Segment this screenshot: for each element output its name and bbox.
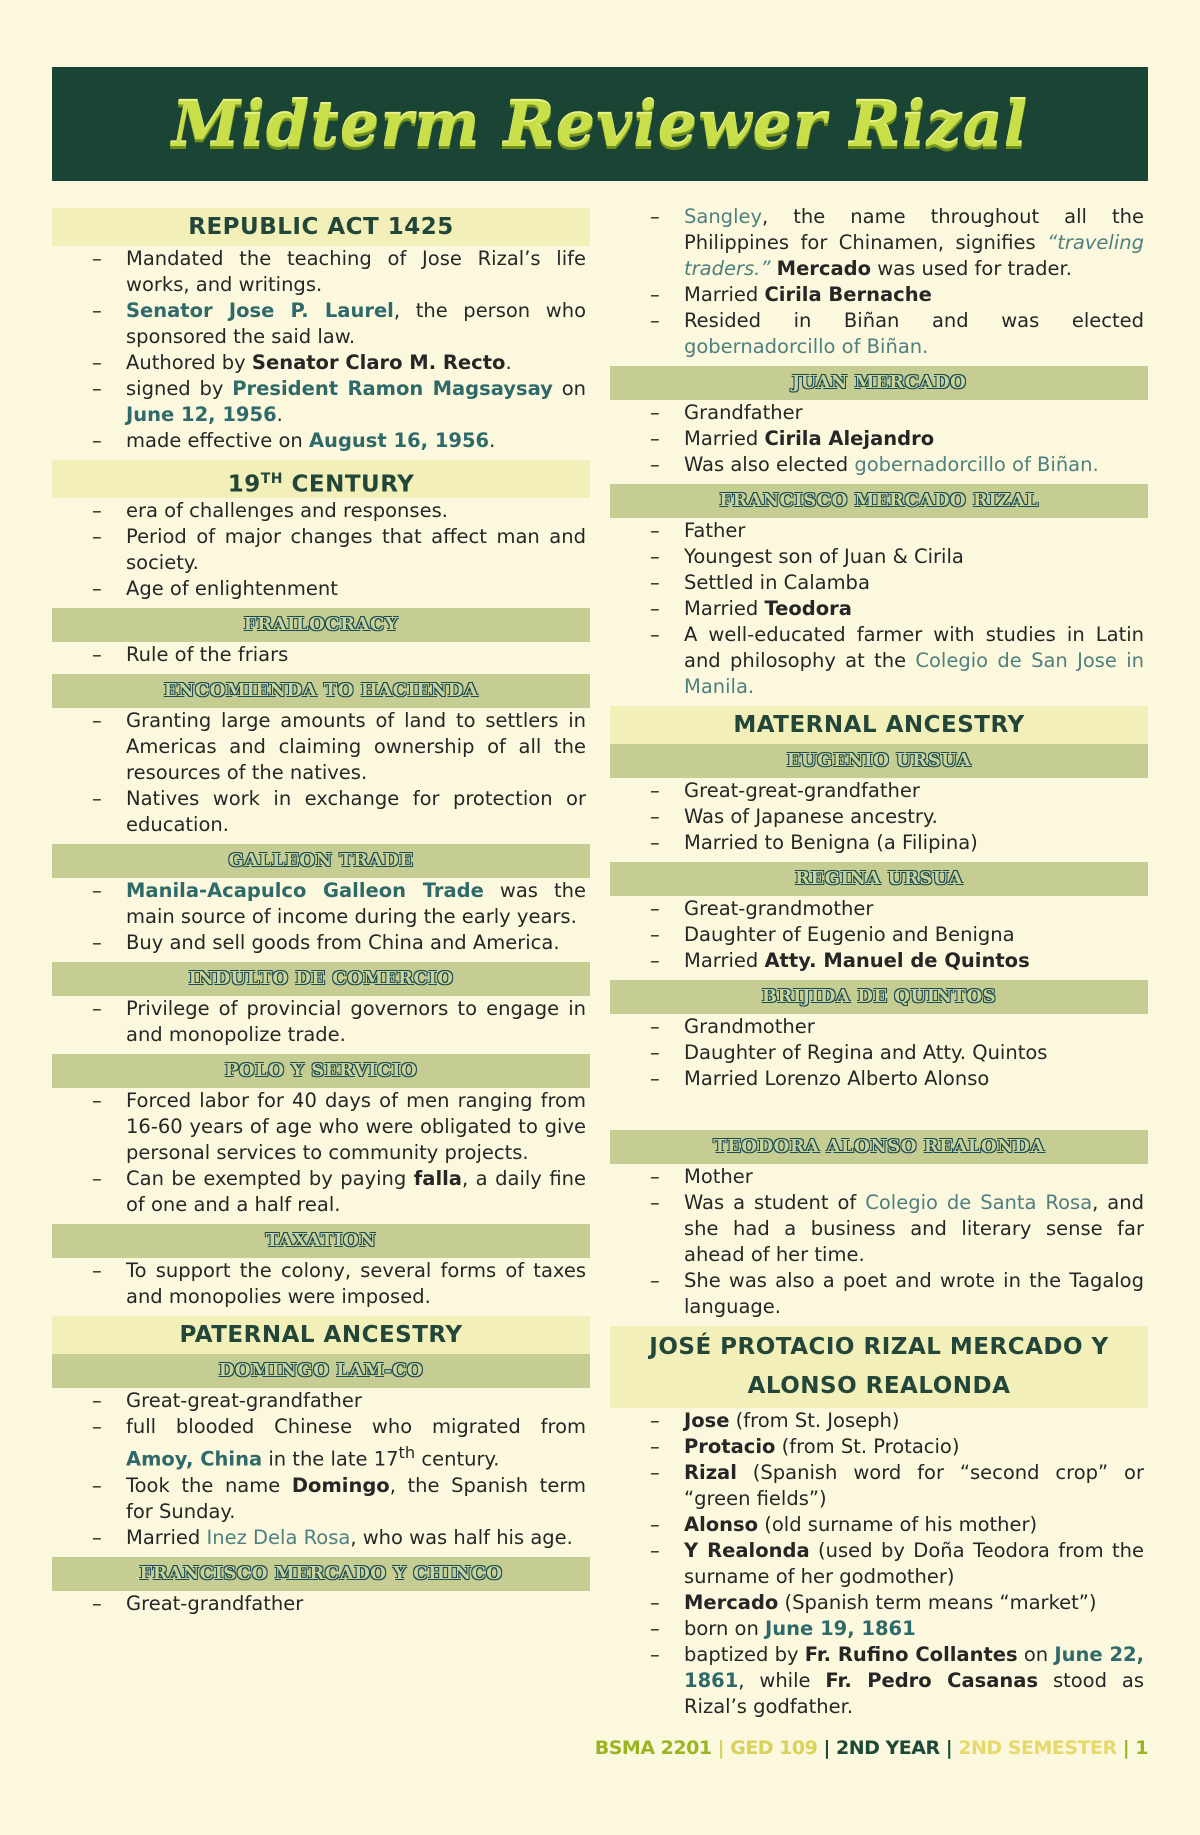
heading-jose-rizal <box>610 1326 1148 1408</box>
heading-paternal-ancestry: PATERNAL ANCESTRY <box>52 1316 590 1354</box>
list-item: – Great-great-grandfather <box>52 1388 590 1414</box>
heading-frailocracy: FRAILOCRACY <box>52 608 590 642</box>
list-item: – Granting large amounts of land to settlers in Americas and claiming ownership of all the resources of the natives. <box>52 708 590 786</box>
heading-encomienda: ENCOMIENDA TO HACIENDA <box>52 674 590 708</box>
list-item: – Senator Jose P. Laurel, the person who sponsored the said law. <box>52 298 590 350</box>
list-item: – Father <box>610 518 1148 544</box>
list-item: – baptized by Fr. Rufino Collantes on June 22, 1861, while Fr. Pedro Casanas stood as Rizal’s godfather. <box>610 1642 1148 1720</box>
list-item: – Sangley, the name throughout all the Philippines for Chinamen, signifies “traveling traders.” Mercado was used for trader. <box>610 204 1148 282</box>
list-francisco-mercado-chinco <box>52 1591 590 1617</box>
list-polo <box>52 1088 590 1218</box>
list-item: – Great-grandmother <box>610 896 1148 922</box>
list-item: – Married to Benigna (a Filipina) <box>610 830 1148 856</box>
list-item: – Settled in Calamba <box>610 570 1148 596</box>
footer-subject: GED 109 <box>730 1737 818 1759</box>
heading-francisco-mercado-chinco: FRANCISCO MERCADO Y CHINCO <box>52 1557 590 1591</box>
list-frailocracy <box>52 642 590 668</box>
list-item: – Grandfather <box>610 400 1148 426</box>
list-item: – Married Cirila Bernache <box>610 282 1148 308</box>
heading-brijida-de-quintos: BRIJIDA DE QUINTOS <box>610 980 1148 1014</box>
list-item: – Authored by Senator Claro M. Recto. <box>52 350 590 376</box>
list-item: – She was also a poet and wrote in the Tagalog language. <box>610 1268 1148 1320</box>
list-item: – era of challenges and responses. <box>52 498 590 524</box>
list-item: – Protacio (from St. Protacio) <box>610 1434 1148 1460</box>
list-brijida-de-quintos <box>610 1014 1148 1092</box>
heading-francisco-mercado-rizal: FRANCISCO MERCADO RIZAL <box>610 484 1148 518</box>
list-item: – Age of enlightenment <box>52 576 590 602</box>
list-indulto <box>52 996 590 1048</box>
list-item: – Buy and sell goods from China and America. <box>52 930 590 956</box>
list-teodora-alonso <box>610 1164 1148 1320</box>
list-juan-mercado <box>610 400 1148 478</box>
list-item: – Mercado (Spanish term means “market”) <box>610 1590 1148 1616</box>
heading-domingo: DOMINGO LAM-CO <box>52 1354 590 1388</box>
list-francisco-mercado-chinco-cont <box>610 204 1148 360</box>
list-item: – full blooded Chinese who migrated from Amoy, China in the late 17th century. <box>52 1414 590 1473</box>
list-item: – Rule of the friars <box>52 642 590 668</box>
list-galleon-trade <box>52 878 590 956</box>
list-item: – Married Lorenzo Alberto Alonso <box>610 1066 1148 1092</box>
list-item: – Period of major changes that affect man and society. <box>52 524 590 576</box>
list-item: – Was a student of Colegio de Santa Rosa, and she had a business and literary sense far ahead of her time. <box>610 1190 1148 1268</box>
list-item: – Resided in Biñan and was elected gobernadorcillo of Biñan. <box>610 308 1148 360</box>
right-column <box>610 204 1148 1726</box>
list-item: – signed by President Ramon Magsaysay on June 12, 1956. <box>52 376 590 428</box>
left-column <box>52 208 590 1623</box>
heading-19th-century: 19TH CENTURY <box>52 460 590 498</box>
list-item: – Was also elected gobernadorcillo of Biñan. <box>610 452 1148 478</box>
heading-jose-rizal-line1: JOSÉ PROTACIO RIZAL MERCADO Y <box>649 1334 1109 1360</box>
heading-polo: POLO Y SERVICIO <box>52 1054 590 1088</box>
list-item: – Married Teodora <box>610 596 1148 622</box>
list-taxation <box>52 1258 590 1310</box>
heading-galleon-trade: GALLEON TRADE <box>52 844 590 878</box>
list-item: – Privilege of provincial governors to engage in and monopolize trade. <box>52 996 590 1048</box>
list-jose-rizal <box>610 1408 1148 1720</box>
heading-juan-mercado: JUAN MERCADO <box>610 366 1148 400</box>
list-item: – Took the name Domingo, the Spanish term for Sunday. <box>52 1473 590 1525</box>
footer-course: BSMA 2201 <box>594 1737 712 1759</box>
list-item: – Natives work in exchange for protection or education. <box>52 786 590 838</box>
list-item: – To support the colony, several forms of taxes and monopolies were imposed. <box>52 1258 590 1310</box>
list-item: – Mandated the teaching of Jose Rizal’s life works, and writings. <box>52 246 590 298</box>
list-item: – Alonso (old surname of his mother) <box>610 1512 1148 1538</box>
heading-taxation: TAXATION <box>52 1224 590 1258</box>
list-francisco-mercado-rizal <box>610 518 1148 700</box>
list-item: – Mother <box>610 1164 1148 1190</box>
list-item: – Daughter of Regina and Atty. Quintos <box>610 1040 1148 1066</box>
footer-semester: 2ND SEMESTER <box>958 1737 1117 1759</box>
list-item: – Was of Japanese ancestry. <box>610 804 1148 830</box>
list-item: – Forced labor for 40 days of men ranging from 16-60 years of age who were obligated to give personal services to community projects. <box>52 1088 590 1166</box>
heading-teodora-alonso: TEODORA ALONSO REALONDA <box>610 1130 1148 1164</box>
list-19th-century <box>52 498 590 602</box>
heading-jose-rizal-line2: ALONSO REALONDA <box>747 1373 1011 1399</box>
list-item: – Grandmother <box>610 1014 1148 1040</box>
list-eugenio-ursua <box>610 778 1148 856</box>
list-item: – A well-educated farmer with studies in Latin and philosophy at the Colegio de San Jose in Manila. <box>610 622 1148 700</box>
list-item: – Rizal (Spanish word for “second crop” or “green fields”) <box>610 1460 1148 1512</box>
list-encomienda <box>52 708 590 838</box>
list-item: – Can be exempted by paying falla, a daily fine of one and a half real. <box>52 1166 590 1218</box>
list-item: – made effective on August 16, 1956. <box>52 428 590 454</box>
list-regina-ursua <box>610 896 1148 974</box>
title-banner <box>52 67 1148 181</box>
list-item: – Manila-Acapulco Galleon Trade was the main source of income during the early years. <box>52 878 590 930</box>
heading-regina-ursua: REGINA URSUA <box>610 862 1148 896</box>
footer-year: 2ND YEAR <box>836 1737 940 1759</box>
list-item: – born on June 19, 1861 <box>610 1616 1148 1642</box>
page-title: Midterm Reviewer Rizal <box>171 87 1029 161</box>
page-footer: BSMA 2201 | GED 109 | 2ND YEAR | 2ND SEMESTER | 1 <box>594 1737 1148 1759</box>
footer-page-number: 1 <box>1135 1737 1148 1759</box>
spacer <box>610 1098 1148 1130</box>
list-item: – Great-great-grandfather <box>610 778 1148 804</box>
list-republic-act <box>52 246 590 454</box>
heading-republic-act: REPUBLIC ACT 1425 <box>52 208 590 246</box>
list-item: – Married Atty. Manuel de Quintos <box>610 948 1148 974</box>
list-item: – Married Cirila Alejandro <box>610 426 1148 452</box>
list-item: – Youngest son of Juan & Cirila <box>610 544 1148 570</box>
list-item: – Y Realonda (used by Doña Teodora from the surname of her godmother) <box>610 1538 1148 1590</box>
heading-eugenio-ursua: EUGENIO URSUA <box>610 744 1148 778</box>
list-domingo <box>52 1388 590 1551</box>
heading-maternal-ancestry: MATERNAL ANCESTRY <box>610 706 1148 744</box>
list-item: – Married Inez Dela Rosa, who was half his age. <box>52 1525 590 1551</box>
list-item: – Great-grandfather <box>52 1591 590 1617</box>
list-item: – Daughter of Eugenio and Benigna <box>610 922 1148 948</box>
list-item: – Jose (from St. Joseph) <box>610 1408 1148 1434</box>
heading-indulto: INDULTO DE COMERCIO <box>52 962 590 996</box>
